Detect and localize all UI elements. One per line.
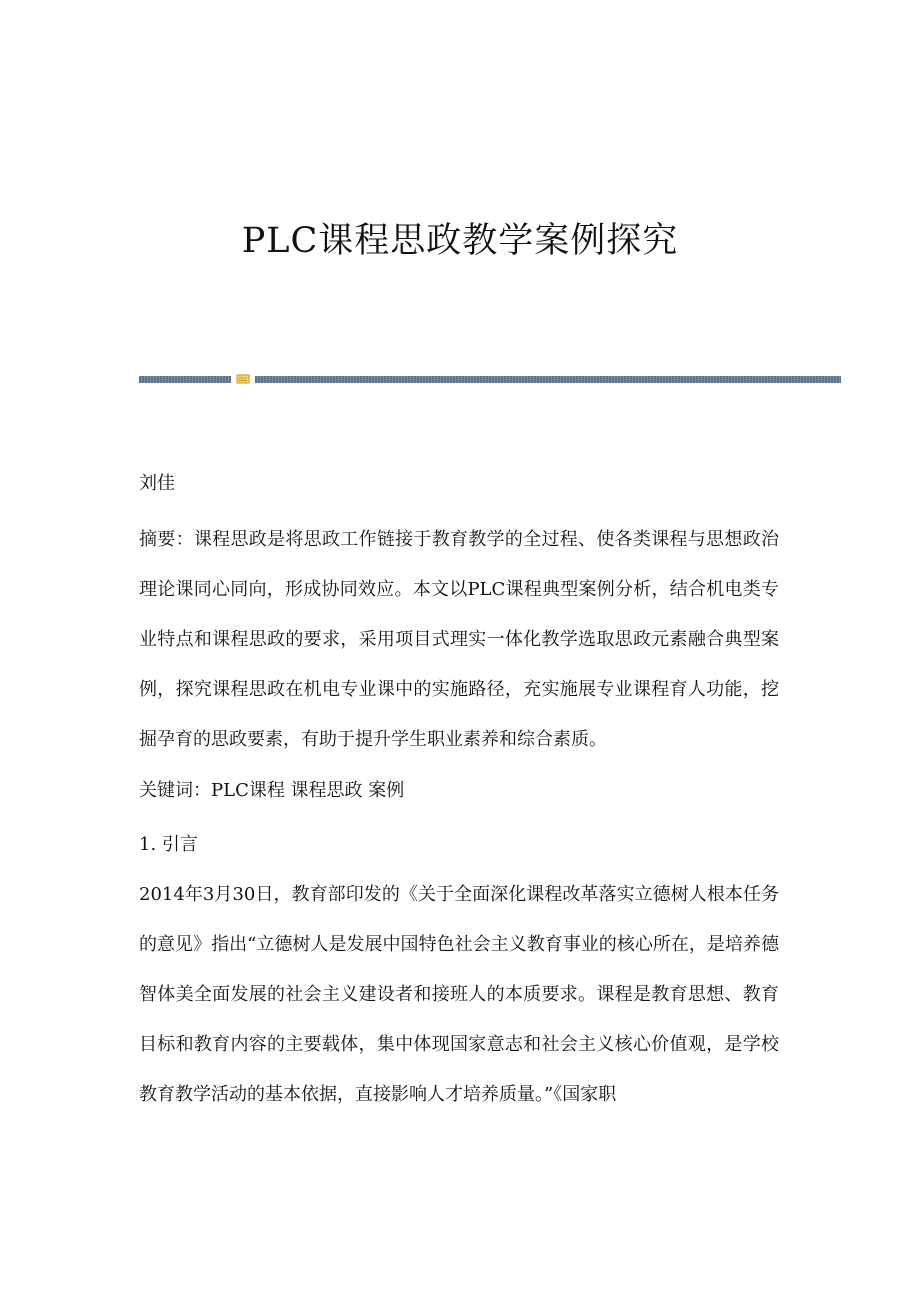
- divider-ornament-icon: [236, 374, 250, 384]
- body-paragraph: 2014年3月30日，教育部印发的《关于全面深化课程改革落实立德树人根本任务的意见》指出“立德树人是发展中国特色社会主义教育事业的核心所在，是培养德智体美全面发展的社会主义建设者和接班人的本质要求。课程是教育思想、教育目标和教育内容的主要载体，集中体现国家意志和社会主义核心价值观，是学校教育教学活动的基本依据，直接影响人才培养质量。”《国家职: [139, 884, 779, 1105]
- keywords-line: 关键词：PLC课程 课程思政 案例: [139, 780, 405, 801]
- divider-bar-right: [255, 376, 841, 383]
- author-name: 刘佳: [139, 473, 175, 494]
- divider-bar-left: [139, 376, 231, 383]
- section-heading: 1. 引言: [139, 834, 198, 855]
- title-divider: [139, 374, 841, 384]
- abstract-paragraph: 摘要：课程思政是将思政工作链接于教育教学的全过程、使各类课程与思想政治理论课同心同向，形成协同效应。本文以PLC课程典型案例分析，结合机电类专业特点和课程思政的要求，采用项目式理实一体化教学选取思政元素融合典型案例，探究课程思政在机电专业课中的实施路径，充实施展专业课程育人功能，挖掘孕育的思政要素，有助于提升学生职业素养和综合素质。: [139, 529, 779, 750]
- document-title: PLC课程思政教学案例探究: [241, 221, 679, 261]
